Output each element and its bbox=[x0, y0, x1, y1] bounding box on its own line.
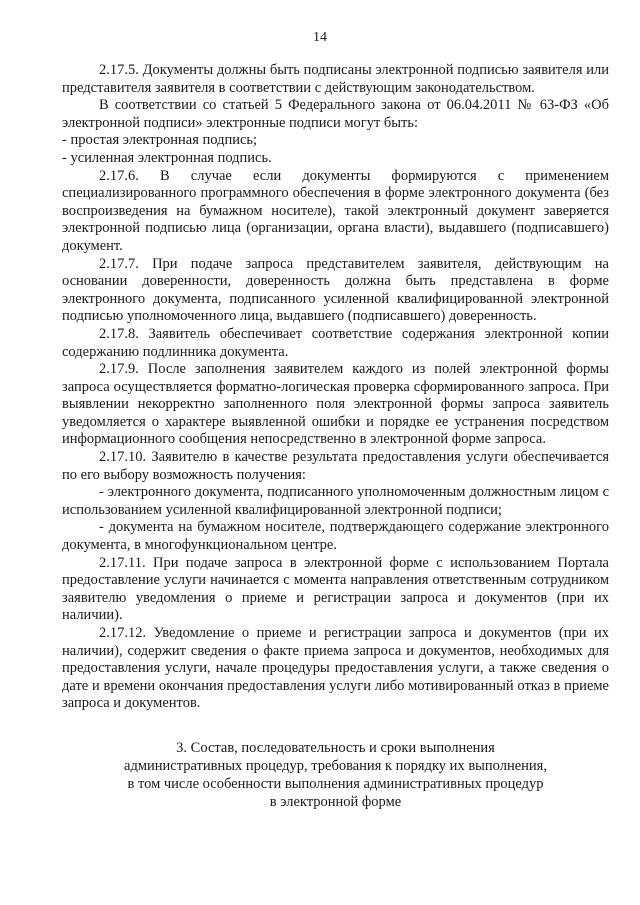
section-heading-line: административных процедур, требования к порядку их выполнения, bbox=[124, 757, 547, 774]
list-item: - электронного документа, подписанного уполномоченным должностным лицом с использованием усиленной квалифицированной электронной подписи; bbox=[62, 484, 609, 518]
list-item: - документа на бумажном носителе, подтверждающего содержание электронного документа, в многофункциональном центре. bbox=[62, 519, 609, 554]
paragraph: 2.17.11. При подаче запроса в электронной форме с использованием Портала предоставление услуги начинается с момента направления ответственным сотрудником заявителю уведомления о приеме и регистрации запроса и документов (при их наличии). bbox=[62, 554, 609, 624]
list-item: - простая электронная подпись; bbox=[62, 132, 258, 149]
paragraph: 2.17.5. Документы должны быть подписаны электронной подписью заявителя или представителя заявителя в соответствии с действующим законодательством. bbox=[62, 62, 609, 96]
paragraph: 2.17.9. После заполнения заявителем каждого из полей электронной формы запроса осуществляется форматно-логическая проверка сформированного запроса. При выявлении некорректно заполненного поля электронной формы запроса заявитель уведомляется о характере выявленной ошибки и порядке ее устранения посредством информационного сообщения непосредственно в электронной форме запроса. bbox=[62, 361, 609, 448]
section-heading-line: 3. Состав, последовательность и сроки выполнения bbox=[176, 739, 495, 756]
page-number: 14 bbox=[313, 30, 327, 45]
paragraph: 2.17.6. В случае если документы формируются с применением специализированного программного обеспечения в форме электронного документа (без воспроизведения на бумажном носителе), такой электронный документ заверяется электронной подписью лица (организации, органа власти), выдавшего (подписавшего) документ. bbox=[62, 167, 609, 254]
paragraph: В соответствии со статьей 5 Федерального закона от 06.04.2011 № 63-ФЗ «Об электронной подписи» электронные подписи могут быть: bbox=[62, 97, 609, 131]
section-heading bbox=[62, 739, 609, 811]
paragraph: 2.17.12. Уведомление о приеме и регистрации запроса и документов (при их наличии), содержит сведения о факте приема запроса и документов, необходимых для предоставления услуги, начале процедуры предоставления услуги, а также сведения о дате и времени окончания предоставления услуги либо мотивированный отказ в приеме запроса и документов. bbox=[62, 625, 609, 712]
paragraph: 2.17.10. Заявителю в качестве результата предоставления услуги обеспечивается по его выбору возможность получения: bbox=[62, 449, 609, 483]
paragraph: 2.17.7. При подаче запроса представителем заявителя, действующим на основании доверенности, доверенность должна быть представлена в форме электронного документа, подписанного усиленной квалифицированной электронной подписью уполномоченного лица, выдавшего (подписавшего) доверенность. bbox=[62, 255, 609, 325]
section-heading-line: в том числе особенности выполнения административных процедур bbox=[127, 775, 544, 792]
paragraph: 2.17.8. Заявитель обеспечивает соответствие содержания электронной копии содержанию подлинника документа. bbox=[62, 325, 609, 360]
list-item: - усиленная электронная подпись. bbox=[62, 149, 272, 166]
section-heading-line: в электронной форме bbox=[269, 793, 402, 810]
document-body bbox=[62, 62, 609, 811]
